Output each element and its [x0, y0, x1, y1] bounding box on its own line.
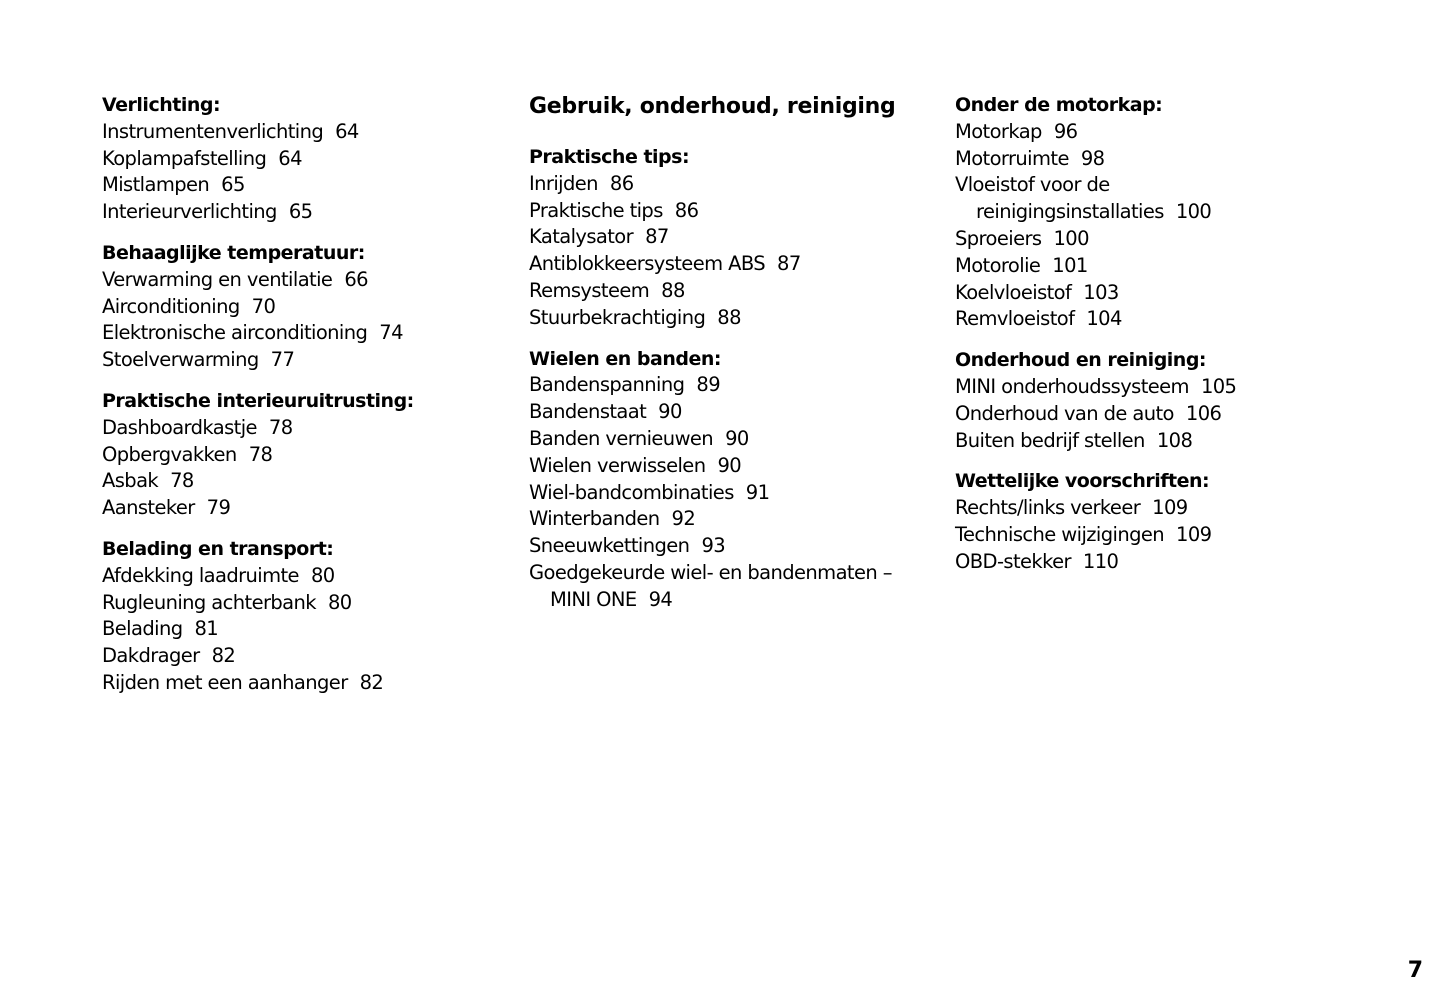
index-entry[interactable]: [529, 399, 939, 426]
entry-label: Instrumentenverlichting: [102, 119, 324, 143]
entry-page-number: 108: [1156, 428, 1193, 452]
entry-label: Winterbanden: [529, 507, 660, 531]
section-heading: Onder de motorkap:: [955, 94, 1163, 116]
entry-label: Dashboardkastje: [102, 415, 257, 439]
entry-page-number: 87: [777, 252, 801, 276]
entry-page-number: 65: [221, 173, 245, 197]
entry-label: Motorkap: [955, 119, 1042, 143]
index-entry[interactable]: [102, 267, 512, 294]
index-entry[interactable]: [529, 278, 939, 305]
entry-page-number: 90: [658, 400, 682, 424]
index-entry[interactable]: [102, 495, 512, 522]
entry-page-number: 82: [359, 670, 384, 694]
section-heading: Belading en transport:: [102, 537, 334, 560]
index-entry[interactable]: [102, 643, 512, 670]
index-entry[interactable]: [529, 480, 939, 507]
entry-label: Wiel-bandcombinaties: [529, 480, 734, 504]
entry-page-number: 93: [701, 534, 726, 558]
entry-label: OBD-stekker: [955, 549, 1071, 573]
index-section: [102, 240, 512, 374]
index-section: [529, 346, 939, 614]
entry-label: MINI onderhoudssysteem: [955, 374, 1189, 398]
entry-label: Antiblokkeersysteem ABS: [529, 252, 766, 276]
section-heading: Praktische tips:: [529, 146, 690, 168]
entry-page-number: 109: [1152, 496, 1188, 520]
index-section: [529, 144, 939, 332]
entry-continuation-label: MINI ONE: [550, 587, 637, 611]
entry-label: Asbak: [102, 469, 159, 493]
entry-label: Stoelverwarming: [102, 348, 259, 372]
entry-page-number: 64: [278, 146, 302, 170]
index-column-1: [102, 92, 512, 711]
entry-page-number: 78: [248, 442, 273, 466]
entry-page-number: 80: [327, 590, 352, 614]
entry-label: Sneeuwkettingen: [529, 534, 690, 558]
entry-label: Praktische tips: [529, 198, 663, 222]
index-entry[interactable]: [529, 506, 939, 533]
entry-label: Sproeiers: [955, 226, 1042, 250]
entry-page-number: 101: [1052, 253, 1088, 277]
entry-page-number: 89: [696, 373, 721, 397]
entry-label: Inrijden: [529, 171, 598, 195]
entry-label: Motorruimte: [955, 146, 1069, 170]
index-entry[interactable]: [955, 374, 1365, 401]
entry-label: Goedgekeurde wiel- en bandenmaten –: [529, 560, 892, 584]
index-section: [955, 468, 1365, 575]
entry-page-number: 65: [288, 200, 313, 224]
entry-page-number: 100: [1053, 226, 1089, 250]
index-entry[interactable]: [955, 172, 1365, 226]
index-entry[interactable]: [955, 495, 1365, 522]
index-entry[interactable]: [102, 442, 512, 469]
entry-page-number: 106: [1185, 401, 1222, 425]
index-entry[interactable]: [955, 253, 1365, 280]
entry-page-number: 103: [1083, 280, 1119, 304]
entry-page-number: 81: [194, 617, 219, 641]
entry-page-number: 64: [335, 119, 359, 143]
section-heading: Verlichting:: [102, 94, 221, 116]
index-entry[interactable]: [529, 372, 939, 399]
entry-continuation: [955, 199, 1365, 226]
index-entry[interactable]: [102, 563, 512, 590]
entry-label: Koelvloeistof: [955, 280, 1072, 304]
entry-page-number: 82: [211, 644, 236, 668]
entry-page-number: 110: [1082, 549, 1119, 573]
index-entry[interactable]: [955, 428, 1365, 455]
entry-label: Wielen verwisselen: [529, 453, 706, 477]
section-heading: Onderhoud en reiniging:: [955, 349, 1207, 372]
entry-page-number: 91: [745, 480, 770, 504]
entry-page-number: 105: [1200, 374, 1237, 398]
entry-page-number: 92: [671, 507, 696, 531]
section-heading: Wettelijke voorschriften:: [955, 470, 1210, 493]
index-entry[interactable]: [529, 426, 939, 453]
entry-label: Vloeistof voor de: [955, 173, 1110, 197]
section-heading: Behaaglijke temperatuur:: [102, 241, 365, 264]
index-entry[interactable]: [102, 415, 512, 442]
entry-label: Aansteker: [102, 496, 195, 520]
index-entry[interactable]: [955, 306, 1365, 333]
index-entry[interactable]: [102, 172, 512, 199]
entry-page-number: 100: [1175, 200, 1212, 224]
entry-label: Bandenspanning: [529, 373, 685, 397]
entry-page-number: 88: [661, 278, 685, 302]
entry-label: Remsysteem: [529, 278, 650, 302]
entry-label: Rijden met een aanhanger: [102, 670, 348, 694]
entry-page-number: 87: [645, 225, 669, 249]
entry-page-number: 74: [379, 321, 403, 345]
entry-continuation: [529, 587, 939, 614]
section-heading: Praktische interieuruitrusting:: [102, 389, 414, 412]
index-entry[interactable]: [529, 533, 939, 560]
entry-label: Onderhoud van de auto: [955, 401, 1174, 425]
entry-page-number: 77: [270, 348, 295, 372]
index-entry[interactable]: [529, 305, 939, 332]
index-entry[interactable]: [955, 119, 1365, 146]
index-entry[interactable]: [955, 522, 1365, 549]
entry-page-number: 94: [648, 587, 673, 611]
entry-label: Buiten bedrijf stellen: [955, 428, 1145, 452]
index-entry[interactable]: [102, 146, 512, 173]
index-entry[interactable]: [955, 549, 1365, 576]
index-entry[interactable]: [102, 468, 512, 495]
index-entry[interactable]: [102, 347, 512, 374]
entry-label: Belading: [102, 617, 183, 641]
entry-page-number: 86: [674, 198, 699, 222]
index-entry[interactable]: [529, 171, 939, 198]
entry-page-number: 86: [609, 171, 634, 195]
entry-page-number: 70: [251, 294, 276, 318]
entry-label: Bandenstaat: [529, 400, 647, 424]
index-entry[interactable]: [529, 251, 939, 278]
index-entry[interactable]: [102, 294, 512, 321]
entry-page-number: 78: [170, 469, 194, 493]
entry-page-number: 98: [1080, 146, 1105, 170]
entry-page-number: 90: [717, 453, 742, 477]
entry-page-number: 109: [1176, 522, 1212, 546]
index-entry[interactable]: [955, 226, 1365, 253]
entry-label: Banden vernieuwen: [529, 426, 714, 450]
page-number: 7: [1407, 958, 1423, 983]
index-section: [102, 536, 512, 697]
index-entry[interactable]: [102, 199, 512, 226]
section-heading: Wielen en banden:: [529, 347, 721, 370]
index-entry[interactable]: [102, 590, 512, 617]
entry-label: Technische wijzigingen: [955, 522, 1165, 546]
index-entry[interactable]: [102, 670, 512, 697]
index-column-2: [529, 92, 939, 628]
entry-label: Remvloeistof: [955, 307, 1075, 331]
entry-label: Motorolie: [955, 253, 1041, 277]
entry-page-number: 79: [206, 496, 231, 520]
index-column-3: [955, 92, 1365, 590]
entry-label: Koplampafstelling: [102, 146, 267, 170]
entry-label: Airconditioning: [102, 294, 240, 318]
index-section: [955, 92, 1365, 333]
index-entry[interactable]: [955, 146, 1365, 173]
entry-page-number: 80: [310, 563, 335, 587]
entry-label: Afdekking laadruimte: [102, 563, 299, 587]
entry-page-number: 66: [344, 267, 368, 291]
index-entry[interactable]: [102, 320, 512, 347]
entry-label: Opbergvakken: [102, 442, 237, 466]
entry-continuation-label: reinigingsinstallaties: [976, 200, 1164, 224]
index-entry[interactable]: [529, 453, 939, 480]
entry-label: Interieurverlichting: [102, 200, 277, 224]
entry-page-number: 90: [725, 426, 749, 450]
index-entry[interactable]: [955, 401, 1365, 428]
index-entry[interactable]: [955, 280, 1365, 307]
index-entry[interactable]: [529, 224, 939, 251]
entry-label: Rechts/links verkeer: [955, 496, 1141, 520]
index-entry[interactable]: [529, 560, 939, 614]
entry-page-number: 96: [1053, 119, 1078, 143]
chapter-title: Gebruik, onderhoud, reiniging: [529, 94, 896, 119]
index-entry[interactable]: [102, 119, 512, 146]
entry-page-number: 104: [1086, 307, 1122, 331]
index-entry[interactable]: [102, 616, 512, 643]
index-section: [102, 388, 512, 522]
entry-label: Katalysator: [529, 225, 634, 249]
entry-label: Mistlampen: [102, 173, 210, 197]
entry-label: Rugleuning achterbank: [102, 590, 316, 614]
entry-page-number: 88: [717, 305, 741, 329]
index-section: [955, 347, 1365, 454]
entry-label: Verwarming en ventilatie: [102, 267, 333, 291]
entry-page-number: 78: [268, 415, 293, 439]
entry-label: Stuurbekrachtiging: [529, 305, 706, 329]
entry-label: Dakdrager: [102, 644, 200, 668]
index-entry[interactable]: [529, 198, 939, 225]
index-section: [102, 92, 512, 226]
entry-label: Elektronische airconditioning: [102, 321, 368, 345]
